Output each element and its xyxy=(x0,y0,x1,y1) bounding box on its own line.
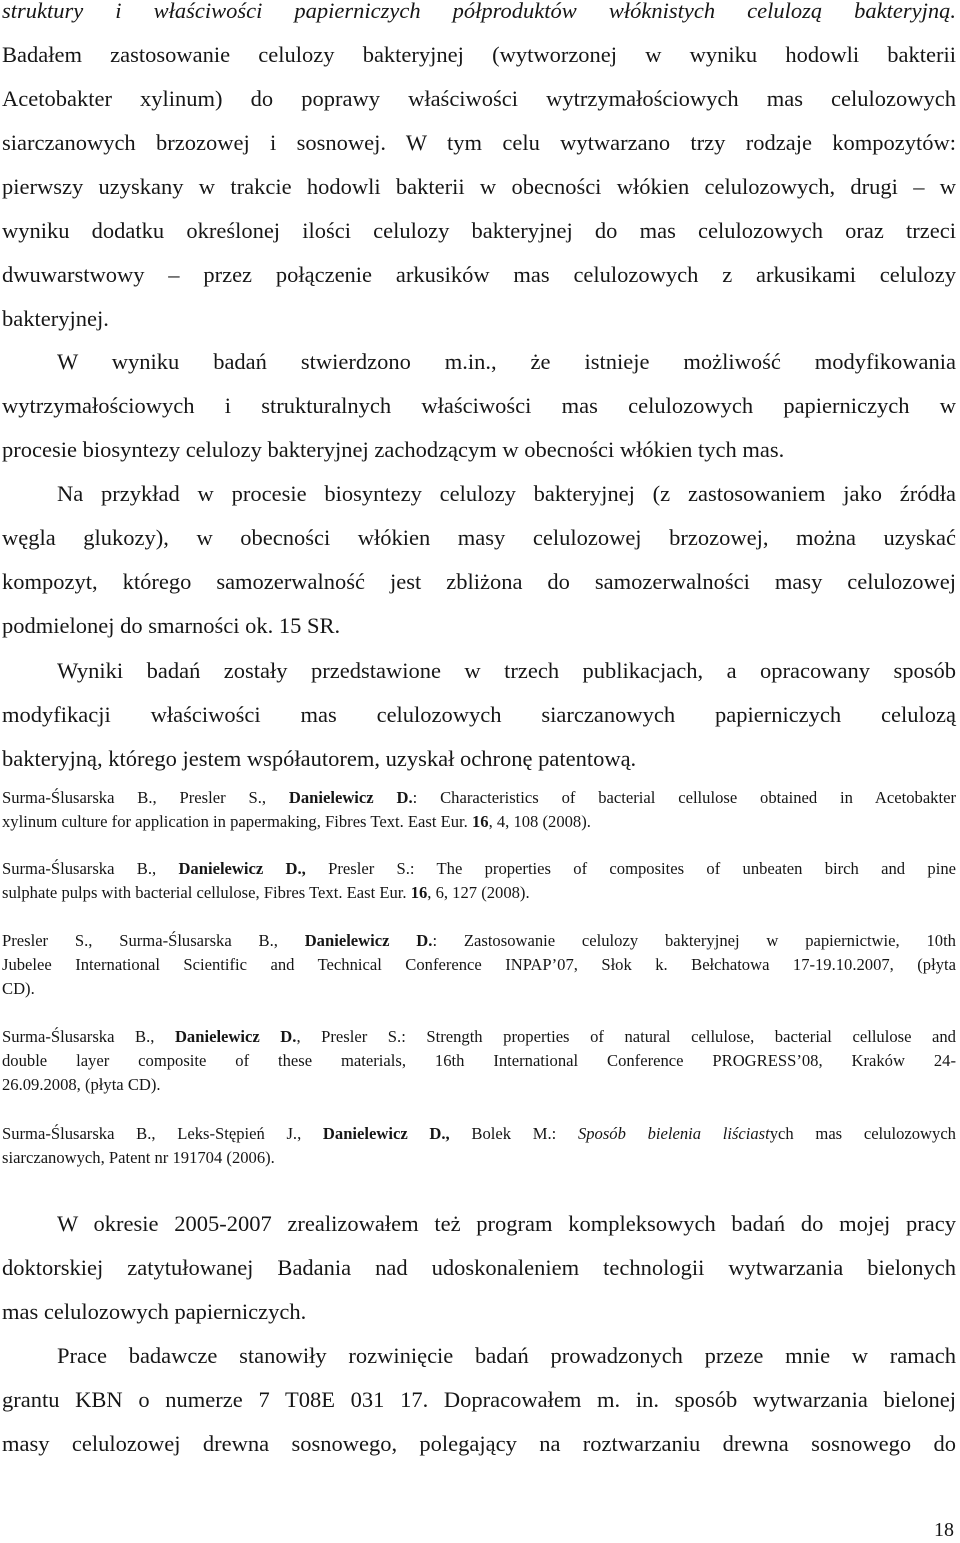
text-line: węgla glukozy), w obecności włókien masy celulozowej brzozowej, można uzyskać xyxy=(2,525,956,550)
text-line: podmielonej do smarności ok. 15 SR. xyxy=(2,613,341,638)
text-line: modyfikacji właściwości mas celulozowych siarczanowych papierniczych celulozą xyxy=(2,702,956,727)
text-line: wytrzymałościowych i strukturalnych właściwości mas celulozowych papierniczych w xyxy=(2,393,956,418)
text-line: W okresie 2005-2007 zrealizowałem też program kompleksowych badań do mojej pracy xyxy=(57,1211,956,1236)
page-number: 18 xyxy=(934,1519,954,1541)
reference-line: Presler S., Surma-Ślusarska B., Danielewicz D.: Zastosowanie celulozy bakteryjnej w papiernictwie, 10th xyxy=(2,931,956,950)
reference-line: siarczanowych, Patent nr 191704 (2006). xyxy=(2,1148,275,1167)
text-line: mas celulozowych papierniczych. xyxy=(2,1299,307,1324)
text-line: Acetobakter xylinum) do poprawy właściwości wytrzymałościowych mas celulozowych xyxy=(2,86,956,111)
reference-line: sulphate pulps with bacterial cellulose, Fibres Text. East Eur. 16, 6, 127 (2008). xyxy=(2,883,530,902)
text-line: dwuwarstwowy – przez połączenie arkusików mas celulozowych z arkusikami celulozy xyxy=(2,262,956,287)
text-line: masy celulozowej drewna sosnowego, polegający na roztwarzaniu drewna sosnowego do xyxy=(2,1431,956,1456)
reference-line: Surma-Ślusarska B., Presler S., Danielewicz D.: Characteristics of bacterial cellulose obtained in Acetobakter xyxy=(2,788,956,807)
text-line: W wyniku badań stwierdzono m.in., że istnieje możliwość modyfikowania xyxy=(57,349,956,374)
text-line: Wyniki badań zostały przedstawione w trzech publikacjach, a opracowany sposób xyxy=(57,658,956,683)
text-line: Na przykład w procesie biosyntezy celulozy bakteryjnej (z zastosowaniem jako źródła xyxy=(57,481,956,506)
reference-line: CD). xyxy=(2,979,35,998)
text-line: Badałem zastosowanie celulozy bakteryjnej (wytworzonej w wyniku hodowli bakterii xyxy=(2,42,956,67)
reference-line: double layer composite of these materials, 16th International Conference PROGRESS’08, Kraków 24- xyxy=(2,1051,956,1070)
reference-line: 26.09.2008, (płyta CD). xyxy=(2,1075,161,1094)
text-line: pierwszy uzyskany w trakcie hodowli bakterii w obecności włókien celulozowych, drugi – w xyxy=(2,174,956,199)
text-line: wyniku dodatku określonej ilości celulozy bakteryjnej do mas celulozowych oraz trzeci xyxy=(2,218,956,243)
reference-line: xylinum culture for application in papermaking, Fibres Text. East Eur. 16, 4, 108 (2008). xyxy=(2,812,591,831)
text-line: procesie biosyntezy celulozy bakteryjnej zachodzącym w obecności włókien tych mas. xyxy=(2,437,785,462)
text-line: siarczanowych brzozowej i sosnowej. W tym celu wytwarzano trzy rodzaje kompozytów: xyxy=(2,130,956,155)
text-line: grantu KBN o numerze 7 T08E 031 17. Dopracowałem m. in. sposób wytwarzania bielonej xyxy=(2,1387,956,1412)
text-line: doktorskiej zatytułowanej Badania nad udoskonaleniem technologii wytwarzania bielonych xyxy=(2,1255,956,1280)
text-line: Prace badawcze stanowiły rozwinięcie badań prowadzonych przeze mnie w ramach xyxy=(57,1343,956,1368)
text-line: struktury i właściwości papierniczych półproduktów włóknistych celulozą bakteryjną. xyxy=(2,0,956,23)
reference-line: Surma-Ślusarska B., Danielewicz D., Presler S.: The properties of composites of unbeaten birch and pine xyxy=(2,859,956,878)
reference-line: Jubelee International Scientific and Technical Conference INPAP’07, Słok k. Bełchatowa 17-19.10.2007, (płyta xyxy=(2,955,956,974)
reference-line: Surma-Ślusarska B., Danielewicz D., Presler S.: Strength properties of natural cellulose, bacterial cellulose and xyxy=(2,1027,956,1046)
text-line: bakteryjnej. xyxy=(2,306,109,331)
text-line: kompozyt, którego samozerwalność jest zbliżona do samozerwalności masy celulozowej xyxy=(2,569,956,594)
text-line: bakteryjną, którego jestem współautorem, uzyskał ochronę patentową. xyxy=(2,746,637,771)
reference-line: Surma-Ślusarska B., Leks-Stępień J., Danielewicz D., Bolek M.: Sposób bielenia liściastych mas celulozowych xyxy=(2,1124,956,1143)
